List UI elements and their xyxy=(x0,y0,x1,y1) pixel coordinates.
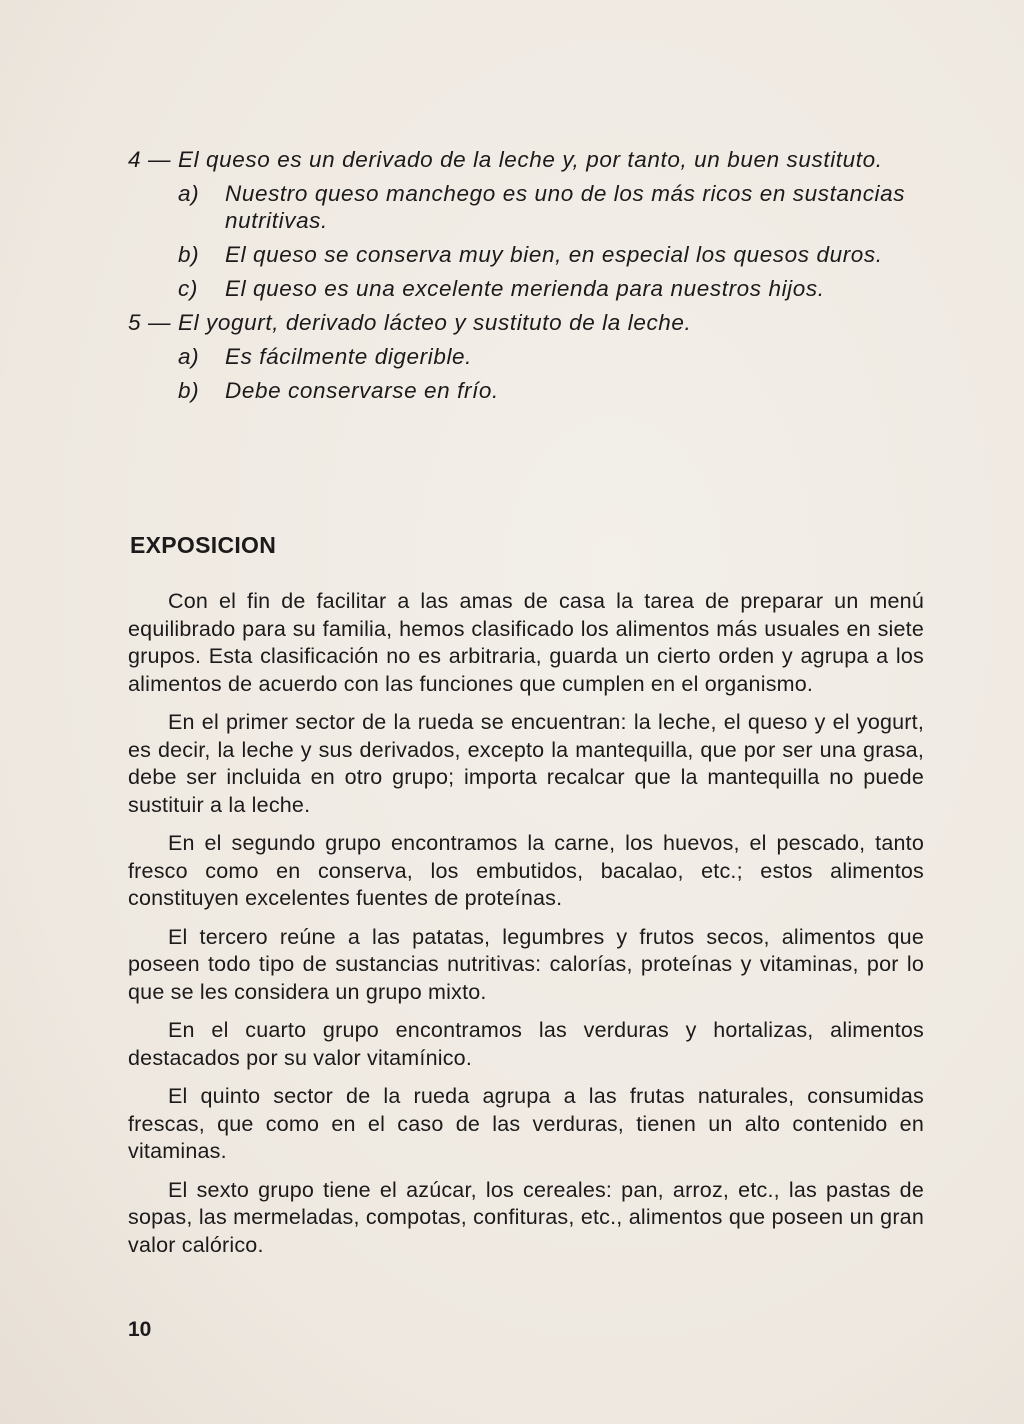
numbered-list xyxy=(128,146,928,411)
item-text: El queso es un derivado de la leche y, por tanto, un buen sustituto. xyxy=(178,147,883,172)
paragraph: Con el fin de facilitar a las amas de casa la tarea de preparar un menú equilibrado para su familia, hemos clasificado los alimentos más usuales en siete grupos. Esta clasificación no es arbitraria, guarda un cierto orden y agrupa a los alimentos de acuerdo con las funciones que cumplen en el organismo. xyxy=(128,589,924,696)
paragraph: El quinto sector de la rueda agrupa a las frutas naturales, consumidas frescas, que como en el caso de las verduras, tienen un alto contenido en vitaminas. xyxy=(128,1084,924,1163)
paragraph: En el primer sector de la rueda se encuentran: la leche, el queso y el yogurt, es decir, la leche y sus derivados, excepto la mantequilla, que por ser una grasa, debe ser incluida en otro grupo; importa recalcar que la mantequilla no puede sustituir a la leche. xyxy=(128,710,924,817)
item-number: 4 — xyxy=(128,147,172,172)
paragraph: El sexto grupo tiene el azúcar, los cereales: pan, arroz, etc., las pastas de sopas, las mermeladas, compotas, confituras, etc., alimentos que poseen un gran valor calórico. xyxy=(128,1177,924,1257)
item-number: 5 — xyxy=(128,310,172,335)
subitem-text: Debe conservarse en frío. xyxy=(225,378,499,403)
subitem-label: b) xyxy=(178,242,200,267)
subitem-text: Nuestro queso manchego es uno de los más ricos en sustancias nutritivas. xyxy=(225,181,906,233)
body-text xyxy=(128,588,924,1270)
subitem-text: El queso se conserva muy bien, en especial los quesos duros. xyxy=(225,242,883,267)
subitem-text: El queso es una excelente merienda para nuestros hijos. xyxy=(225,276,825,301)
item-text: El yogurt, derivado lácteo y sustituto de la leche. xyxy=(178,310,692,335)
subitem-4c xyxy=(178,275,928,302)
subitem-4a xyxy=(178,180,928,234)
paragraph: En el cuarto grupo encontramos las verduras y hortalizas, alimentos destacados por su valor vitamínico. xyxy=(128,1018,924,1070)
paragraph: El tercero reúne a las patatas, legumbres y frutos secos, alimentos que poseen todo tipo de sustancias nutritivas: calorías, proteínas y vitaminas, por lo que se les considera un grupo mixto. xyxy=(128,924,924,1004)
subitem-5a xyxy=(178,343,928,370)
subitem-4b xyxy=(178,241,928,268)
subitem-text: Es fácilmente digerible. xyxy=(225,344,473,369)
paragraph: En el segundo grupo encontramos la carne, los huevos, el pescado, tanto fresco como en conserva, los embutidos, bacalao, etc.; estos alimentos constituyen excelentes fuentes de proteínas. xyxy=(128,831,924,910)
subitem-label: a) xyxy=(178,344,200,369)
list-item-5 xyxy=(128,309,928,336)
list-item-4 xyxy=(128,146,928,173)
subitem-label: a) xyxy=(178,181,200,206)
subitem-label: b) xyxy=(178,378,200,403)
subitem-5b xyxy=(178,377,928,404)
page-number: 10 xyxy=(128,1318,152,1341)
section-heading: EXPOSICION xyxy=(130,532,277,558)
subitem-label: c) xyxy=(178,276,198,301)
